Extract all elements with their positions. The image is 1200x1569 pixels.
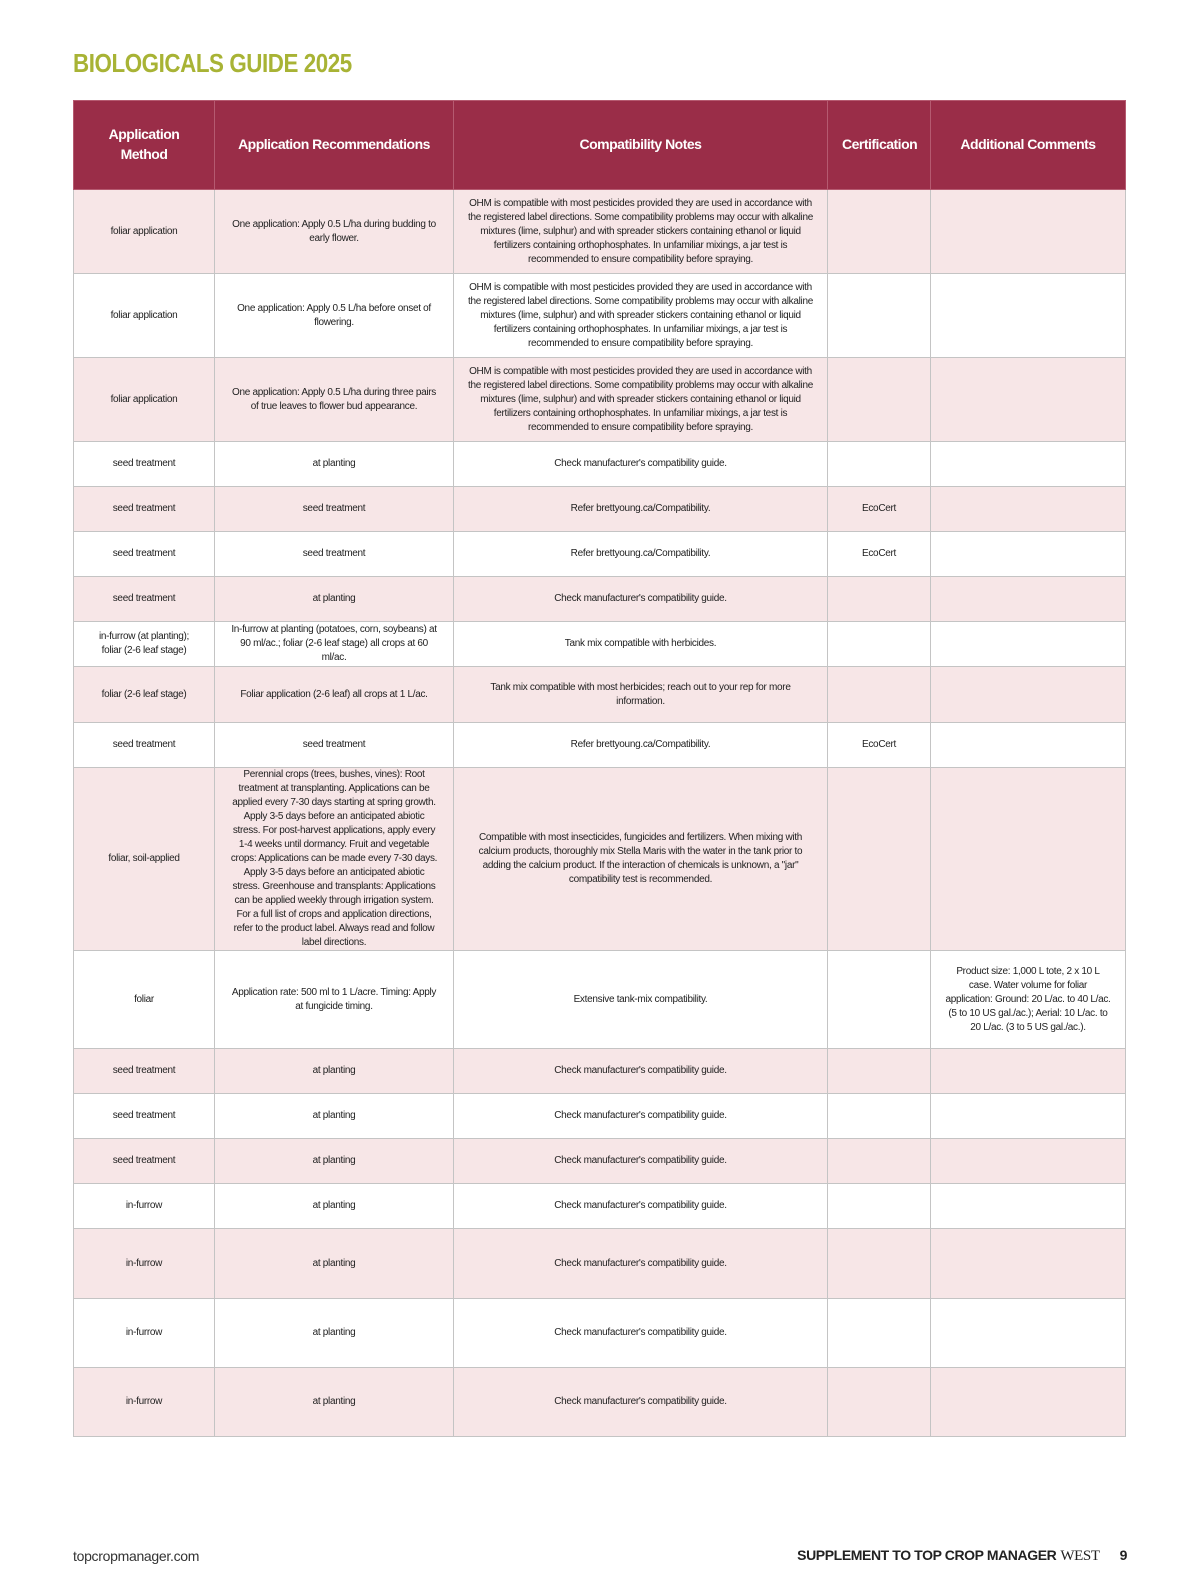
table-row bbox=[74, 667, 1126, 723]
cell-certification bbox=[828, 1094, 931, 1139]
cell-notes: Check manufacturer's compatibility guide. bbox=[454, 1299, 828, 1368]
cell-method: in-furrow bbox=[74, 1184, 215, 1229]
cell-method: foliar (2-6 leaf stage) bbox=[74, 667, 215, 723]
cell-method: in-furrow bbox=[74, 1299, 215, 1368]
cell-comments bbox=[931, 190, 1126, 274]
cell-recommendation: at planting bbox=[215, 1094, 454, 1139]
table-row bbox=[74, 1229, 1126, 1299]
cell-comments bbox=[931, 1368, 1126, 1437]
cell-certification bbox=[828, 274, 931, 358]
table-row bbox=[74, 577, 1126, 622]
cell-comments bbox=[931, 274, 1126, 358]
cell-certification bbox=[828, 190, 931, 274]
page-title: BIOLOGICALS GUIDE 2025 bbox=[73, 48, 352, 78]
table-row bbox=[74, 768, 1126, 951]
cell-notes: Refer brettyoung.ca/Compatibility. bbox=[454, 723, 828, 768]
cell-recommendation: at planting bbox=[215, 1368, 454, 1437]
cell-comments bbox=[931, 487, 1126, 532]
cell-notes: OHM is compatible with most pesticides provided they are used in accordance with the registered label directions. Some compatibility problems may occur with alkaline mixtures (lime, sulphur) and with spreader stickers containing ethanol or liquid fertilizers containing orthophosphates. In unfamiliar mixings, a jar test is recommended to ensure compatibility before spraying. bbox=[454, 190, 828, 274]
cell-certification: EcoCert bbox=[828, 532, 931, 577]
table-row bbox=[74, 1184, 1126, 1229]
cell-notes: Check manufacturer's compatibility guide. bbox=[454, 1049, 828, 1094]
cell-method: foliar bbox=[74, 951, 215, 1049]
table-row bbox=[74, 532, 1126, 577]
table-row bbox=[74, 1368, 1126, 1437]
cell-method: in-furrow (at planting); foliar (2-6 leaf stage) bbox=[74, 622, 215, 667]
cell-certification bbox=[828, 1139, 931, 1184]
cell-certification bbox=[828, 1049, 931, 1094]
cell-comments bbox=[931, 1094, 1126, 1139]
cell-recommendation: One application: Apply 0.5 L/ha before onset of flowering. bbox=[215, 274, 454, 358]
cell-certification bbox=[828, 1368, 931, 1437]
cell-comments bbox=[931, 723, 1126, 768]
cell-recommendation: seed treatment bbox=[215, 723, 454, 768]
cell-notes: Check manufacturer's compatibility guide. bbox=[454, 1094, 828, 1139]
cell-comments bbox=[931, 442, 1126, 487]
cell-comments bbox=[931, 1184, 1126, 1229]
cell-method: seed treatment bbox=[74, 1049, 215, 1094]
footer-publication: SUPPLEMENT TO TOP CROP MANAGER bbox=[797, 1547, 1057, 1563]
cell-recommendation: at planting bbox=[215, 1299, 454, 1368]
cell-certification: EcoCert bbox=[828, 723, 931, 768]
cell-recommendation: at planting bbox=[215, 1229, 454, 1299]
cell-comments bbox=[931, 1049, 1126, 1094]
cell-recommendation: seed treatment bbox=[215, 532, 454, 577]
cell-method: in-furrow bbox=[74, 1368, 215, 1437]
cell-method: in-furrow bbox=[74, 1229, 215, 1299]
cell-method: foliar application bbox=[74, 358, 215, 442]
table-header-row bbox=[74, 101, 1126, 190]
cell-certification bbox=[828, 622, 931, 667]
cell-certification bbox=[828, 951, 931, 1049]
cell-comments bbox=[931, 358, 1126, 442]
cell-recommendation: In-furrow at planting (potatoes, corn, soybeans) at 90 ml/ac.; foliar (2-6 leaf stage) all crops at 60 ml/ac. bbox=[215, 622, 454, 667]
cell-notes: Extensive tank-mix compatibility. bbox=[454, 951, 828, 1049]
cell-notes: Refer brettyoung.ca/Compatibility. bbox=[454, 532, 828, 577]
cell-certification bbox=[828, 1184, 931, 1229]
cell-comments: Product size: 1,000 L tote, 2 x 10 L case. Water volume for foliar application: Ground: 20 L/ac. to 40 L/ac. (5 to 10 US gal./ac.); Aerial: 10 L/ac. to 20 L/ac. (3 to 5 US gal./ac.). bbox=[931, 951, 1126, 1049]
cell-notes: Check manufacturer's compatibility guide. bbox=[454, 1368, 828, 1437]
cell-recommendation: seed treatment bbox=[215, 487, 454, 532]
cell-recommendation: at planting bbox=[215, 442, 454, 487]
cell-notes: Tank mix compatible with most herbicides; reach out to your rep for more information. bbox=[454, 667, 828, 723]
table-row bbox=[74, 1049, 1126, 1094]
cell-comments bbox=[931, 532, 1126, 577]
table-row bbox=[74, 442, 1126, 487]
cell-recommendation: at planting bbox=[215, 577, 454, 622]
cell-notes: Refer brettyoung.ca/Compatibility. bbox=[454, 487, 828, 532]
cell-certification bbox=[828, 768, 931, 951]
table-row bbox=[74, 951, 1126, 1049]
page-number: 9 bbox=[1119, 1547, 1127, 1563]
table-row bbox=[74, 622, 1126, 667]
cell-method: seed treatment bbox=[74, 1094, 215, 1139]
cell-notes: OHM is compatible with most pesticides provided they are used in accordance with the registered label directions. Some compatibility problems may occur with alkaline mixtures (lime, sulphur) and with spreader stickers containing ethanol or liquid fertilizers containing orthophosphates. In unfamiliar mixings, a jar test is recommended to ensure compatibility before spraying. bbox=[454, 358, 828, 442]
cell-notes: OHM is compatible with most pesticides provided they are used in accordance with the registered label directions. Some compatibility problems may occur with alkaline mixtures (lime, sulphur) and with spreader stickers containing ethanol or liquid fertilizers containing orthophosphates. In unfamiliar mixings, a jar test is recommended to ensure compatibility before spraying. bbox=[454, 274, 828, 358]
cell-comments bbox=[931, 1299, 1126, 1368]
cell-recommendation: One application: Apply 0.5 L/ha during three pairs of true leaves to flower bud appearance. bbox=[215, 358, 454, 442]
cell-method: foliar application bbox=[74, 190, 215, 274]
cell-certification bbox=[828, 577, 931, 622]
cell-comments bbox=[931, 1229, 1126, 1299]
cell-comments bbox=[931, 768, 1126, 951]
cell-recommendation: Foliar application (2-6 leaf) all crops at 1 L/ac. bbox=[215, 667, 454, 723]
cell-notes: Check manufacturer's compatibility guide. bbox=[454, 1139, 828, 1184]
cell-notes: Check manufacturer's compatibility guide. bbox=[454, 1229, 828, 1299]
cell-recommendation: Perennial crops (trees, bushes, vines): Root treatment at transplanting. Applications can be applied every 7-30 days starting at spring growth. Apply 3-5 days before an anticipated abiotic stress. For post-harvest applications, apply every 1-4 weeks until dormancy. Fruit and vegetable crops: Applications can be made every 7-30 days. Apply 3-5 days before an anticipated abiotic stress. Greenhouse and transplants: Applications can be applied weekly through irrigation system. For a full list of crops and application directions, refer to the product label. Always read and follow label directions. bbox=[215, 768, 454, 951]
cell-comments bbox=[931, 577, 1126, 622]
column-header-additional-comments: Additional Comments bbox=[931, 101, 1126, 190]
cell-comments bbox=[931, 1139, 1126, 1184]
column-header-application-method: Application Method bbox=[74, 101, 215, 190]
cell-recommendation: at planting bbox=[215, 1139, 454, 1184]
table-row bbox=[74, 487, 1126, 532]
table-row bbox=[74, 1139, 1126, 1184]
cell-notes: Check manufacturer's compatibility guide. bbox=[454, 442, 828, 487]
cell-recommendation: One application: Apply 0.5 L/ha during budding to early flower. bbox=[215, 190, 454, 274]
cell-method: seed treatment bbox=[74, 442, 215, 487]
table-row bbox=[74, 1094, 1126, 1139]
cell-method: seed treatment bbox=[74, 1139, 215, 1184]
column-header-certification: Certification bbox=[828, 101, 931, 190]
cell-comments bbox=[931, 667, 1126, 723]
cell-method: seed treatment bbox=[74, 723, 215, 768]
table-row bbox=[74, 1299, 1126, 1368]
cell-method: seed treatment bbox=[74, 532, 215, 577]
cell-notes: Check manufacturer's compatibility guide. bbox=[454, 577, 828, 622]
cell-certification bbox=[828, 1299, 931, 1368]
column-header-application-recommendations: Application Recommendations bbox=[215, 101, 454, 190]
table-row bbox=[74, 274, 1126, 358]
cell-certification: EcoCert bbox=[828, 487, 931, 532]
column-header-compatibility-notes: Compatibility Notes bbox=[454, 101, 828, 190]
table-row bbox=[74, 358, 1126, 442]
cell-recommendation: Application rate: 500 ml to 1 L/acre. Timing: Apply at fungicide timing. bbox=[215, 951, 454, 1049]
cell-method: foliar application bbox=[74, 274, 215, 358]
cell-certification bbox=[828, 358, 931, 442]
footer-region: WEST bbox=[1060, 1548, 1100, 1564]
cell-comments bbox=[931, 622, 1126, 667]
cell-method: foliar, soil-applied bbox=[74, 768, 215, 951]
cell-recommendation: at planting bbox=[215, 1049, 454, 1094]
cell-recommendation: at planting bbox=[215, 1184, 454, 1229]
cell-notes: Compatible with most insecticides, fungicides and fertilizers. When mixing with calcium products, thoroughly mix Stella Maris with the water in the tank prior to adding the calcium product. If the interaction of chemicals is unknown, a "jar" compatibility test is recommended. bbox=[454, 768, 828, 951]
table-row bbox=[74, 723, 1126, 768]
cell-certification bbox=[828, 1229, 931, 1299]
cell-certification bbox=[828, 667, 931, 723]
table-row bbox=[74, 190, 1126, 274]
cell-notes: Tank mix compatible with herbicides. bbox=[454, 622, 828, 667]
cell-certification bbox=[828, 442, 931, 487]
cell-method: seed treatment bbox=[74, 487, 215, 532]
footer-publication-info bbox=[797, 1547, 1127, 1565]
footer-website: topcropmanager.com bbox=[73, 1548, 200, 1564]
biologicals-table bbox=[73, 100, 1126, 1437]
cell-notes: Check manufacturer's compatibility guide. bbox=[454, 1184, 828, 1229]
cell-method: seed treatment bbox=[74, 577, 215, 622]
